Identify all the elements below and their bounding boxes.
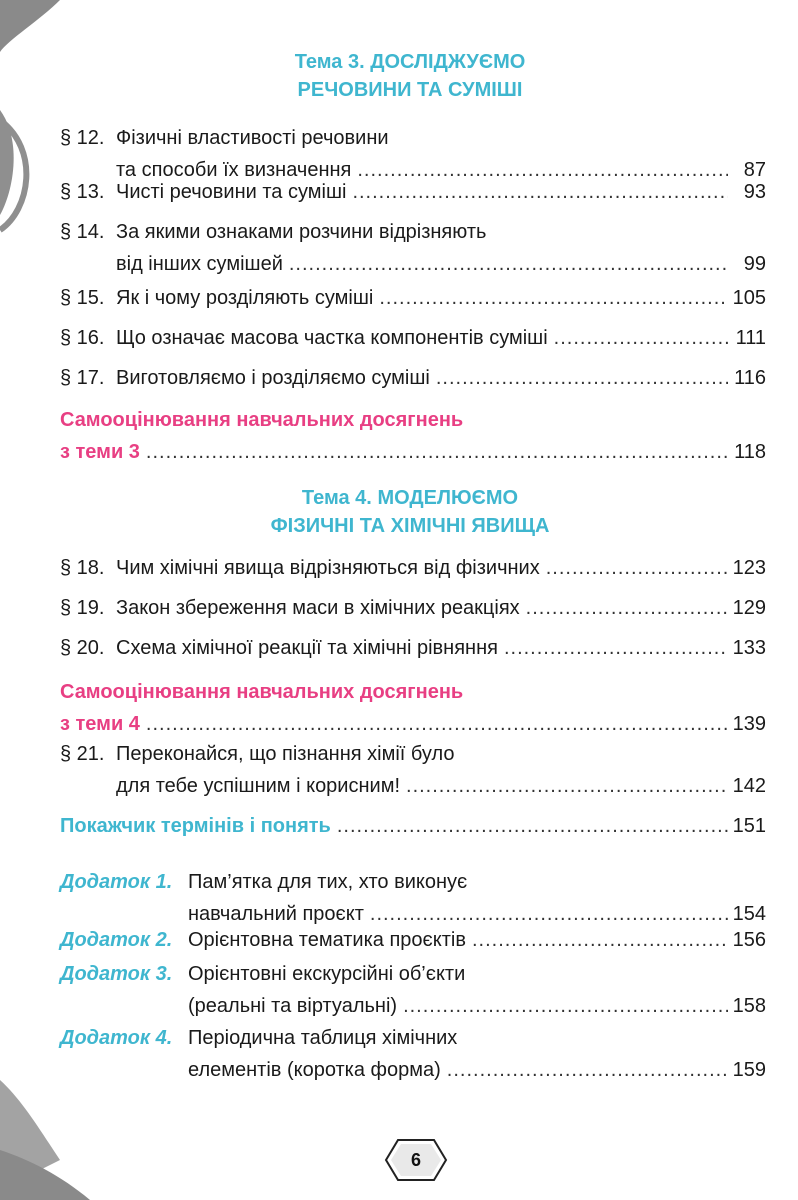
appendix-label: Додаток 2. <box>60 929 173 951</box>
entry-title: Самооцінювання навчальних досягнень <box>60 681 464 703</box>
entry-title: Переконайся, що пізнання хімії було <box>116 743 455 765</box>
page-number-badge <box>384 1138 448 1182</box>
page-ref: 156 <box>732 929 766 951</box>
leader-dots <box>554 322 728 354</box>
leader-dots <box>403 990 728 1022</box>
entry-title-line2: навчальний проєкт <box>188 903 364 925</box>
toc-entry-s17[interactable] <box>60 362 766 394</box>
entry-title: Пам’ятка для тих, хто виконує <box>188 871 468 893</box>
leader-dots <box>447 1054 728 1086</box>
appendix-label: Додаток 3. <box>60 963 173 985</box>
entry-title-line2: для тебе успішним і корисним! <box>116 775 401 797</box>
toc-entry-s15[interactable] <box>60 282 766 314</box>
page-ref: 154 <box>732 903 766 925</box>
section-number: § 19. <box>60 597 105 619</box>
entry-title-line2: з теми 4 <box>60 713 140 735</box>
section-number: § 14. <box>60 221 105 243</box>
entry-title: Закон збереження маси в хімічних реакціях <box>116 597 520 619</box>
toc-entry-s16[interactable] <box>60 322 766 354</box>
page-ref: 151 <box>732 815 766 837</box>
topic-3-number: Тема 3. <box>294 51 365 73</box>
page-ref: 116 <box>734 367 766 389</box>
page-ref: 133 <box>732 637 766 659</box>
toc-entry-appendix-3[interactable] <box>60 958 766 1022</box>
entry-title: Чисті речовини та суміші <box>116 181 347 203</box>
page-ref: 87 <box>743 159 766 181</box>
entry-title-line2: від інших сумішей <box>116 253 283 275</box>
topic-3-title: ДОСЛІДЖУЄМО <box>370 51 526 73</box>
leader-dots <box>504 632 728 664</box>
leader-dots <box>436 362 728 394</box>
leader-dots <box>379 282 728 314</box>
section-number: § 17. <box>60 367 105 389</box>
entry-title: За якими ознаками розчини відрізняють <box>116 221 487 243</box>
leader-dots <box>146 436 728 468</box>
appendix-label: Додаток 4. <box>60 1027 173 1049</box>
topic-4-title-line2: ФІЗИЧНІ ТА ХІМІЧНІ ЯВИЩА <box>270 515 550 537</box>
toc-entry-s20[interactable] <box>60 632 766 664</box>
leader-dots <box>146 708 728 740</box>
page-ref: 123 <box>732 557 766 579</box>
entry-title-line2: елементів (коротка форма) <box>188 1059 441 1081</box>
entry-title: Орієнтовні екскурсійні об’єкти <box>188 963 466 985</box>
leader-dots <box>352 176 728 208</box>
toc-entry-s14[interactable] <box>60 216 766 280</box>
toc-entry-self-assessment-4[interactable] <box>60 676 766 740</box>
leader-dots <box>526 592 728 624</box>
section-number: § 21. <box>60 743 105 765</box>
page-ref: 142 <box>732 775 766 797</box>
page-ref: 129 <box>732 597 766 619</box>
toc-entry-appendix-1[interactable] <box>60 866 766 930</box>
topic-4-heading <box>160 484 660 540</box>
section-number: § 18. <box>60 557 105 579</box>
section-number: § 12. <box>60 127 105 149</box>
topic-4-title: МОДЕЛЮЄМО <box>377 487 519 509</box>
section-number: § 13. <box>60 181 105 203</box>
leader-dots <box>546 552 728 584</box>
entry-title: Чим хімічні явища відрізняються від фізичних <box>116 557 540 579</box>
toc-entry-s21[interactable] <box>60 738 766 802</box>
page-ref: 99 <box>743 253 766 275</box>
toc-entry-s18[interactable] <box>60 552 766 584</box>
entry-title-line2: з теми 3 <box>60 441 140 463</box>
toc-entry-s13[interactable] <box>60 176 766 208</box>
section-number: § 15. <box>60 287 105 309</box>
toc-entry-s19[interactable] <box>60 592 766 624</box>
section-number: § 20. <box>60 637 105 659</box>
page-ref: 111 <box>735 327 766 349</box>
page-ref: 105 <box>732 287 766 309</box>
page-ref: 159 <box>732 1059 766 1081</box>
page-ref: 158 <box>732 995 766 1017</box>
page-ref: 93 <box>743 181 766 203</box>
leader-dots <box>289 248 728 280</box>
entry-title-line2: (реальні та віртуальні) <box>188 995 398 1017</box>
leader-dots <box>406 770 728 802</box>
entry-title: Фізичні властивості речовини <box>116 127 389 149</box>
topic-3-title-line2: РЕЧОВИНИ ТА СУМІШІ <box>297 79 523 101</box>
page-ref: 139 <box>732 713 766 735</box>
toc-entry-appendix-4[interactable] <box>60 1022 766 1086</box>
leader-dots <box>472 924 728 956</box>
entry-title: Самооцінювання навчальних досягнень <box>60 409 464 431</box>
entry-title: Що означає масова частка компонентів суміші <box>116 327 548 349</box>
page-number: 6 <box>410 1150 421 1170</box>
page-ref: 118 <box>734 441 766 463</box>
entry-title: Покажчик термінів і понять <box>60 815 331 837</box>
toc-entry-self-assessment-3[interactable] <box>60 404 766 468</box>
section-number: § 16. <box>60 327 105 349</box>
entry-title: Схема хімічної реакції та хімічні рівняння <box>116 637 498 659</box>
appendix-label: Додаток 1. <box>60 871 173 893</box>
topic-4-number: Тема 4. <box>301 487 372 509</box>
entry-title: Орієнтовна тематика проєктів <box>188 929 466 951</box>
entry-title: Періодична таблиця хімічних <box>188 1027 458 1049</box>
entry-title: Виготовляємо і розділяємо суміші <box>116 367 430 389</box>
entry-title-line2: та способи їх визначення <box>116 159 352 181</box>
entry-title: Як і чому розділяють суміші <box>116 287 374 309</box>
toc-entry-appendix-2[interactable] <box>60 924 766 956</box>
leader-dots <box>337 810 728 842</box>
topic-3-heading <box>160 48 660 104</box>
toc-entry-index[interactable] <box>60 810 766 842</box>
